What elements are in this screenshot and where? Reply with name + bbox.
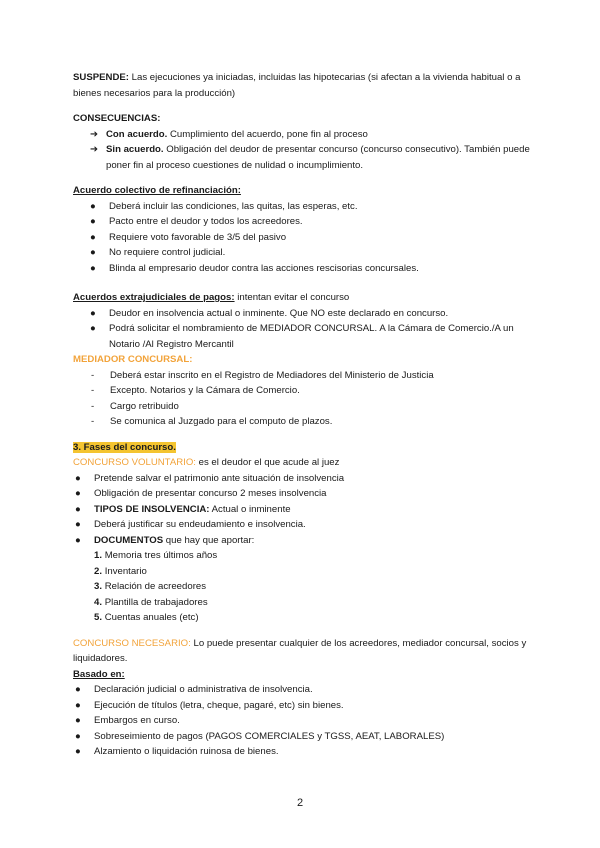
list-item: ● Alzamiento o liquidación ruinosa de bienes. <box>73 744 533 760</box>
list-item: ● DOCUMENTOS que hay que aportar: <box>73 533 533 549</box>
suspende-label: SUSPENDE: <box>73 72 129 83</box>
list-item: ● Ejecución de títulos (letra, cheque, pagaré, etc) sin bienes. <box>73 698 533 714</box>
acuerdos-extrajudiciales-list <box>73 306 533 353</box>
bullet-icon: ● <box>75 699 81 711</box>
bullet-icon: ● <box>90 200 96 212</box>
list-item: ● Declaración judicial o administrativa de insolvencia. <box>73 682 533 698</box>
consecuencias-heading: CONSECUENCIAS: <box>73 113 161 124</box>
list-item: ● Deberá justificar su endeudamiento e insolvencia. <box>73 517 533 533</box>
voluntario-list <box>73 471 533 549</box>
list-item: ● TIPOS DE INSOLVENCIA: Actual o inminente <box>73 502 533 518</box>
list-item: ● Sobreseimiento de pagos (PAGOS COMERCIALES y TGSS, AEAT, LABORALES) <box>73 729 533 745</box>
acuerdos-extrajudiciales-heading: Acuerdos extrajudiciales de pagos: <box>73 292 235 303</box>
list-item: 1. Memoria tres últimos años <box>94 550 218 561</box>
mediador-heading: MEDIADOR CONCURSAL: <box>73 354 193 365</box>
acuerdo-colectivo-list <box>73 199 533 277</box>
dash-icon: - <box>91 400 95 412</box>
list-item: - Se comunica al Juzgado para el computo de plazos. <box>73 414 533 430</box>
item-bold: Sin acuerdo. <box>106 144 164 155</box>
list-item: 4. Plantilla de trabajadores <box>94 596 208 608</box>
bullet-icon: ● <box>90 231 96 243</box>
fases-heading: 3. Fases del concurso. <box>73 441 176 453</box>
bullet-icon: ● <box>75 534 81 546</box>
acuerdos-extrajudiciales-text: intentan evitar el concurso <box>237 292 350 303</box>
necesario-paragraph <box>73 636 533 667</box>
list-item: ● Requiere voto favorable de 3/5 del pasivo <box>73 230 533 246</box>
list-item: ● Pacto entre el deudor y todos los acreedores. <box>73 214 533 230</box>
list-item: 5. Cuentas anuales (etc) <box>94 612 199 623</box>
item-text: Cumplimiento del acuerdo, pone fin al proceso <box>169 128 368 140</box>
list-item: 3. Relación de acreedores <box>94 581 207 592</box>
document-page <box>73 70 533 760</box>
suspende-text: Las ejecuciones ya iniciadas, incluidas las hipotecarias (si afectan a la vivienda habitual o a bienes necesarios para la producción) <box>73 72 521 99</box>
bullet-icon: ● <box>75 730 81 742</box>
bullet-icon: ● <box>75 472 81 484</box>
mediador-list <box>73 368 533 430</box>
page-number: 2 <box>296 797 304 809</box>
list-item: - Deberá estar inscrito en el Registro de Mediadores del Ministerio de Justicia <box>73 368 533 384</box>
list-item: ● Podrá solicitar el nombramiento de MEDIADOR CONCURSAL. A la Cámara de Comercio./A un Notario /Al Registro Mercantil <box>90 323 514 350</box>
bullet-icon: ● <box>90 262 96 274</box>
basado-heading: Basado en: <box>73 668 125 680</box>
necesario-text: Lo puede presentar cualquier de los acreedores, mediador concursal, socios y liquidadores. <box>73 637 527 664</box>
item-bold: Con acuerdo. <box>106 128 168 140</box>
bullet-icon: ● <box>75 503 81 515</box>
arrow-icon: ➔ <box>90 144 99 155</box>
basado-list <box>73 682 533 760</box>
fases-heading-row <box>73 440 533 456</box>
list-item: ● Obligación de presentar concurso 2 meses insolvencia <box>73 486 533 502</box>
list-item: ● No requiere control judicial. <box>73 245 533 261</box>
list-item <box>73 142 533 173</box>
necesario-heading: CONCURSO NECESARIO: <box>73 637 191 649</box>
bullet-icon: ● <box>75 746 81 757</box>
list-item: ● Deudor en insolvencia actual o inminente. Que NO este declarado en concurso. <box>73 306 533 322</box>
bullet-icon: ● <box>75 488 81 499</box>
dash-icon: - <box>91 416 95 427</box>
list-item: ● Embargos en curso. <box>73 713 533 729</box>
dash-icon: - <box>91 369 95 381</box>
documentos-list <box>73 548 533 626</box>
list-item: ● Deberá incluir las condiciones, las quitas, las esperas, etc. <box>73 199 533 215</box>
acuerdo-colectivo-heading: Acuerdo colectivo de refinanciación: <box>73 185 241 196</box>
bullet-icon: ● <box>90 307 96 319</box>
bullet-icon: ● <box>75 715 81 726</box>
acuerdos-extrajudiciales-paragraph <box>73 290 533 306</box>
arrow-icon: ➔ <box>90 128 99 140</box>
voluntario-paragraph <box>73 455 533 471</box>
list-item: ● Blinda al empresario deudor contra las acciones rescisorias concursales. <box>73 261 533 277</box>
bullet-icon: ● <box>90 216 96 227</box>
list-item <box>73 127 533 143</box>
bullet-icon: ● <box>75 684 81 695</box>
item-text: Obligación del deudor de presentar concurso (concurso consecutivo). También puede poner fin al proceso cuestiones de nulidad o incumplimiento. <box>106 144 530 171</box>
voluntario-text: es el deudor el que acude al juez <box>198 457 340 468</box>
list-item: 2. Inventario <box>94 565 147 577</box>
list-item: - Excepto. Notarios y la Cámara de Comercio. <box>73 383 533 399</box>
voluntario-heading: CONCURSO VOLUNTARIO: <box>73 457 196 468</box>
bullet-icon: ● <box>90 323 96 334</box>
bullet-icon: ● <box>90 247 96 258</box>
suspende-paragraph <box>73 70 533 101</box>
list-item: - Cargo retribuido <box>73 399 533 415</box>
bullet-icon: ● <box>75 519 81 530</box>
consecuencias-list <box>73 127 533 174</box>
dash-icon: - <box>91 385 95 396</box>
list-item: ● Pretende salvar el patrimonio ante situación de insolvencia <box>73 471 533 487</box>
